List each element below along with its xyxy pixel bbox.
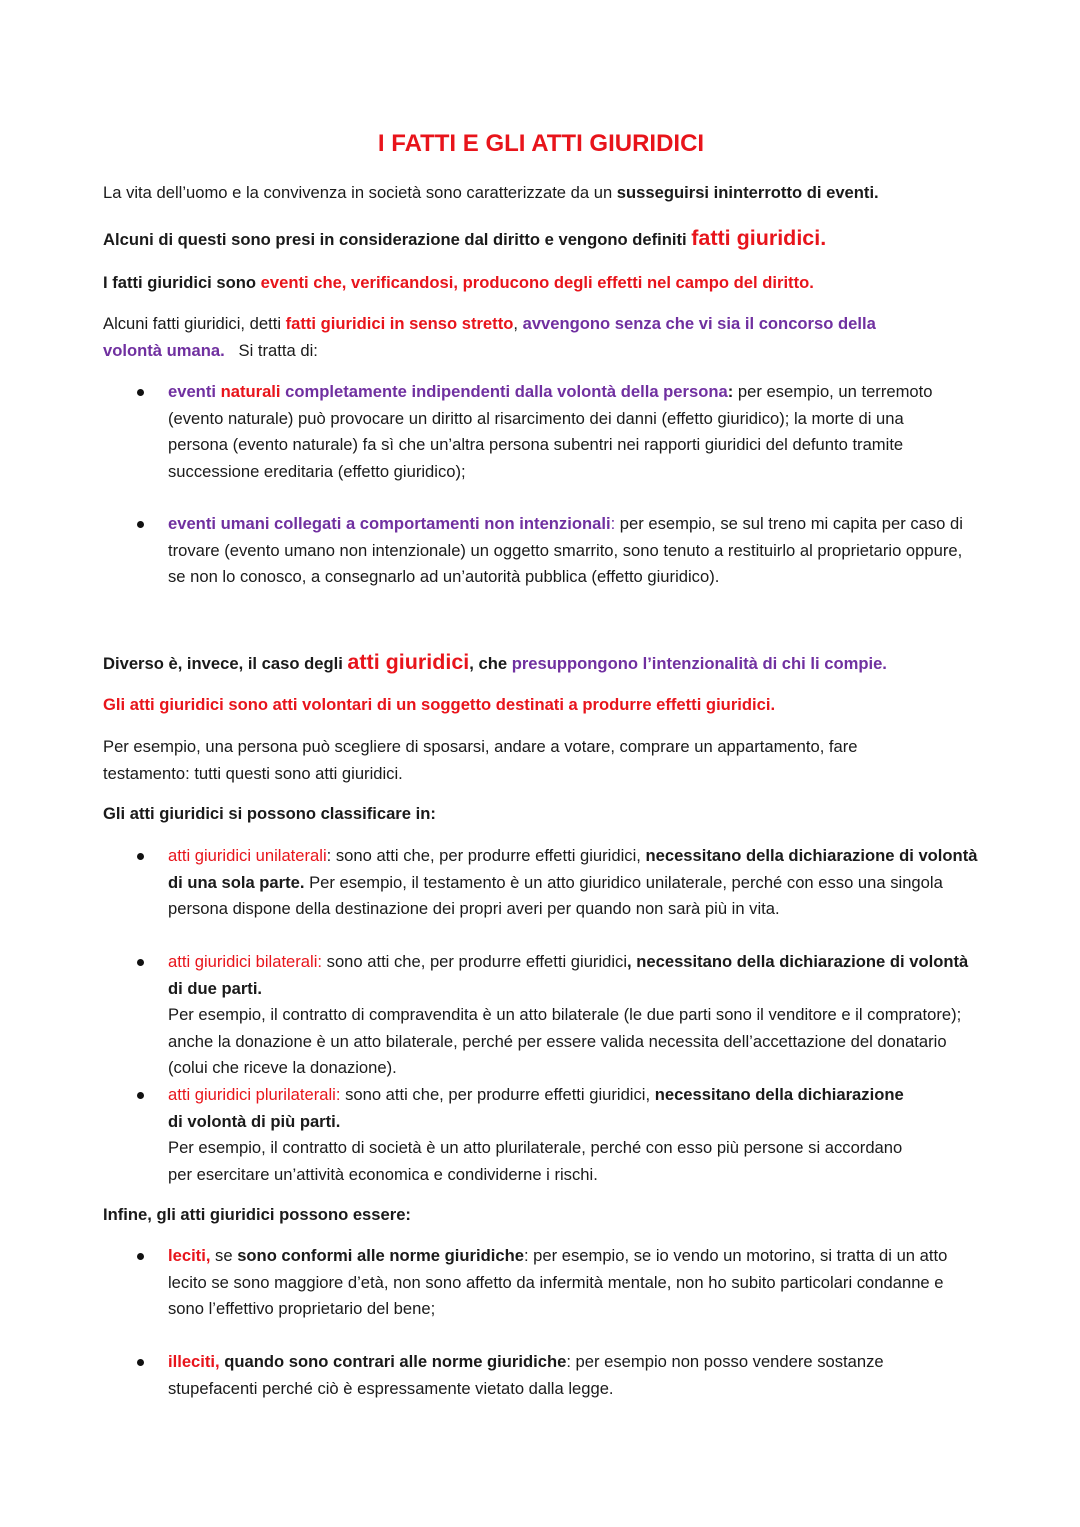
bullet-icon — [137, 1359, 144, 1366]
text: Per esempio, il testamento è un atto giuridico unilaterale, perché con esso una singola persona dispone della destinazione dei propri averi per quando non sarà più in vita. — [168, 872, 943, 918]
text: Si tratta di: — [224, 340, 318, 360]
paragraph-leciti-illeciti-intro: Infine, gli atti giuridici possono essere: — [103, 1205, 411, 1224]
paragraph-atti-examples: Per esempio, una persona può scegliere di sposarsi, andare a votare, comprare un appartamento, fare testamento: tutti questi sono atti giuridici. — [103, 737, 858, 783]
text: sono atti che, per produrre effetti giuridici, — [340, 1085, 655, 1104]
list-item-text — [168, 379, 968, 485]
text: Per esempio, il contratto di società è un atto plurilaterale, perché con esso più persone si accordano per esercitare un’attività economica e condividerne i rischi. — [168, 1138, 903, 1184]
bullet-icon — [137, 853, 144, 860]
bullet-icon — [137, 521, 144, 528]
highlight-red: fatti giuridici in senso stretto — [285, 314, 514, 333]
text: per esempio, un terremoto (evento naturale) può provocare un diritto al risarcimento dei danni (effetto giuridico); la morte di una persona (evento naturale) fa sì che un’altra persona subentri nei rapporti giuridici del defunto tramite successione ereditaria (effetto giuridico); — [168, 382, 933, 481]
highlight-red: eventi che, verificandosi, producono degli effetti nel campo del diritto. — [260, 273, 814, 292]
paragraph-fatti-definition — [103, 225, 983, 254]
bullet-icon — [137, 1092, 144, 1099]
highlight-fatti-giuridici: fatti giuridici. — [691, 226, 827, 250]
list-item-text — [168, 1082, 908, 1188]
paragraph-atti-intro — [103, 649, 983, 678]
list-item-text — [168, 1243, 983, 1323]
text: , necessitano della dichiarazione di volontà di due parti. — [168, 952, 969, 998]
text: La vita dell’uomo e la convivenza in società sono caratterizzate da un — [103, 183, 617, 202]
text: : — [610, 514, 616, 533]
paragraph-intro — [103, 180, 983, 207]
text: sono conformi alle norme giuridiche — [237, 1246, 524, 1265]
highlight-purple: presuppongono l’intenzionalità di chi li compie. — [511, 654, 887, 673]
text: sono atti che, per produrre effetti giuridici — [322, 952, 628, 971]
paragraph-fatti-effects — [103, 270, 983, 297]
list-item-text — [168, 1349, 948, 1402]
text: I fatti giuridici sono — [103, 273, 261, 292]
bullet-icon — [137, 1253, 144, 1260]
text: Per esempio, il contratto di compravendita è un atto bilaterale (le due parti sono il venditore e il compratore); anche la donazione è un atto bilaterale, perché per essere valida necessita dell’accettazione del donatario (colui che riceve la donazione). — [168, 1005, 962, 1077]
text: atti giuridici bilaterali: — [168, 952, 323, 971]
text: Diverso è, invece, il caso degli — [103, 654, 348, 673]
text: necessitano della dichiarazione di volontà di più parti. — [168, 1085, 904, 1131]
text: eventi — [168, 382, 221, 401]
text: : sono atti che, per produrre effetti giuridici, — [326, 846, 646, 865]
text: : per esempio non posso vendere sostanze stupefacenti perché ciò è espressamente vietato dalla legge. — [168, 1352, 884, 1398]
text: , che — [469, 654, 512, 673]
text: leciti, — [168, 1246, 211, 1265]
paragraph-senso-stretto — [103, 311, 933, 364]
list-item-text — [168, 949, 983, 1082]
highlight-atti-giuridici: atti giuridici — [347, 650, 470, 674]
text: se — [210, 1246, 238, 1265]
bullet-icon — [137, 959, 144, 966]
paragraph-atti-definition: Gli atti giuridici sono atti volontari di un soggetto destinati a produrre effetti giuridici. — [103, 695, 776, 714]
text: quando sono contrari alle norme giuridiche — [219, 1352, 567, 1371]
document-title: I FATTI E GLI ATTI GIURIDICI — [377, 130, 705, 157]
text: naturali — [220, 382, 281, 401]
list-item-text — [168, 843, 983, 923]
text: atti giuridici plurilaterali: — [168, 1085, 341, 1104]
list-item-text — [168, 511, 978, 591]
text-bold: susseguirsi ininterrotto di eventi. — [616, 183, 879, 202]
text: eventi umani collegati a comportamenti non intenzionali — [168, 514, 611, 533]
text: necessitano della dichiarazione di volontà di una sola parte. — [168, 846, 978, 892]
text: : — [727, 382, 734, 401]
highlight-purple: avvengono senza che vi sia il concorso della volontà umana. — [103, 314, 876, 360]
text: Alcuni fatti giuridici, detti — [103, 314, 286, 333]
text: , — [513, 314, 523, 333]
text: atti giuridici unilaterali — [168, 846, 327, 865]
text: Alcuni di questi sono presi in considerazione dal diritto e vengono definiti — [103, 230, 692, 249]
text: per esempio, se sul treno mi capita per caso di trovare (evento umano non intenzionale) un oggetto smarrito, sono tenuto a restituirlo al proprietario oppure, se non lo conosco, a consegnarlo ad un’autorità pubblica (effetto giuridico). — [168, 514, 963, 586]
text: : per esempio, se io vendo un motorino, si tratta di un atto lecito se sono maggiore d’età, non sono affetto da infermità mentale, non ho subito particolari condanne e sono l’effettivo proprietario del bene; — [168, 1246, 948, 1318]
bullet-icon — [137, 389, 144, 396]
text: completamente indipendenti dalla volontà della persona — [280, 382, 728, 401]
paragraph-classification: Gli atti giuridici si possono classificare in: — [103, 804, 436, 823]
text: illeciti, — [168, 1352, 220, 1371]
